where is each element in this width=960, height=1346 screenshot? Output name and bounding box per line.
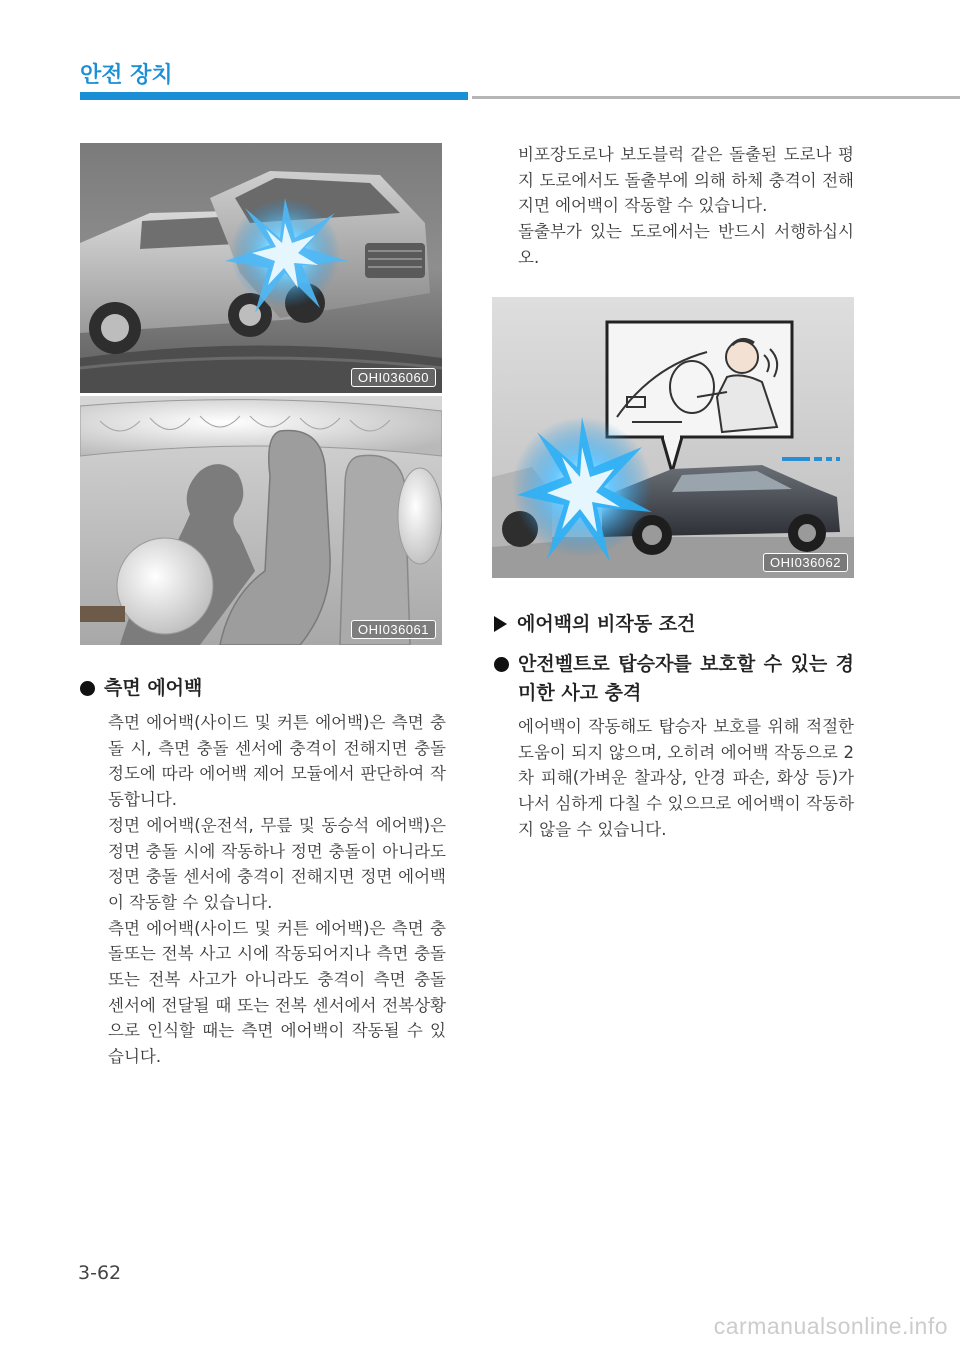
bullet-icon (80, 681, 95, 696)
minor-impact-body (518, 714, 854, 843)
side-collision-illustration (80, 143, 442, 393)
figure-code: OHI036060 (351, 368, 436, 387)
paragraph: 비포장도로나 보도블럭 같은 돌출된 도로나 평지 도로에서도 돌출부에 의해 하체 충격이 전해지면 에어백이 작동할 수 있습니다. (518, 145, 854, 216)
side-airbag-illustration (80, 396, 442, 645)
header-rule-accent (80, 92, 468, 100)
underbody-impact-illustration (492, 297, 854, 578)
side-airbag-body (108, 710, 446, 1070)
watermark: carmanualsonline.info (713, 1313, 948, 1339)
paragraph: 에어백이 작동해도 탑승자 보호를 위해 적절한 도움이 되지 않으며, 오히려 에어백 작동으로 2차 피해(가벼운 찰과상, 안경 파손, 화상 등)가 나서 심하게 다칠 수 있으므로 에어백이 작동하지 않을 수 있습니다. (518, 717, 854, 839)
page-header-title: 안전 장치 (80, 63, 173, 88)
triangle-bullet-icon (494, 616, 507, 632)
header-rule (472, 96, 960, 99)
figure-side-collision (80, 143, 442, 393)
heading-text: 에어백의 비작동 조건 (517, 613, 696, 635)
paragraph: 돌출부가 있는 도로에서는 반드시 서행하십시오. (518, 222, 854, 267)
paragraph: 측면 에어백(사이드 및 커튼 에어백)은 측면 충돌또는 전복 사고 시에 작동되어지나 측면 충돌 또는 전복 사고가 아니라도 충격이 측면 충돌 센서에 전달될 때 또는 전복 센서에서 전복상황으로 인식할 때는 측면 에어백이 작동될 수 있습니다. (108, 918, 446, 1067)
figure-code: OHI036062 (763, 553, 848, 572)
bullet-icon (494, 657, 509, 672)
page-number: 3-62 (78, 1262, 122, 1284)
road-bump-body (518, 142, 854, 271)
side-airbag-heading (80, 674, 440, 703)
figure-side-airbag (80, 396, 442, 645)
paragraph: 측면 에어백(사이드 및 커튼 에어백)은 측면 충돌 시, 측면 충돌 센서에 충격이 전해지면 충돌 정도에 따라 에어백 제어 모듈에서 판단하여 작동합니다. (108, 713, 446, 810)
minor-impact-heading (494, 650, 854, 708)
figure-underbody-impact (492, 297, 854, 578)
non-deployment-heading (494, 610, 854, 639)
paragraph: 정면 에어백(운전석, 무릎 및 동승석 에어백)은 정면 충돌 시에 작동하나 정면 충돌이 아니라도 정면 충돌 센서에 충격이 전해지면 정면 에어백이 작동할 수 있습니다. (108, 815, 446, 912)
heading-text: 안전벨트로 탑승자를 보호할 수 있는 경미한 사고 충격 (518, 653, 854, 704)
heading-text: 측면 에어백 (104, 677, 203, 699)
figure-code: OHI036061 (351, 620, 436, 639)
